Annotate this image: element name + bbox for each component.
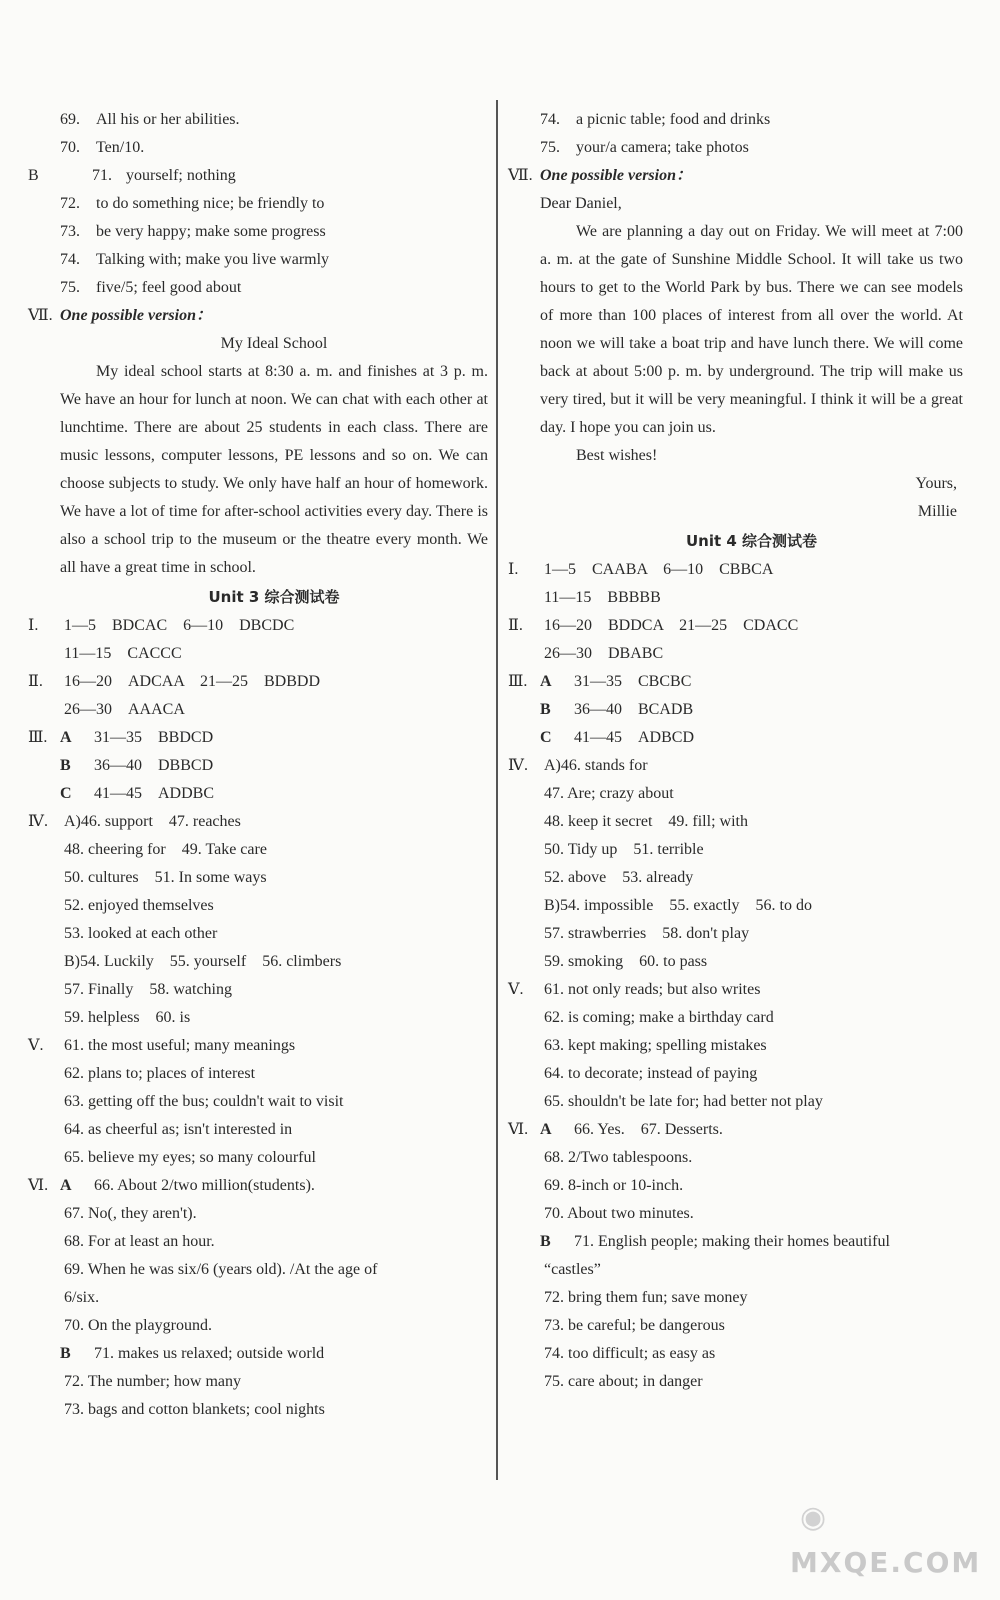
left-top-answers xyxy=(28,106,488,302)
answer-line xyxy=(28,1116,488,1144)
answer-line xyxy=(508,864,963,892)
unit-3-title: Unit 3 综合测试卷 xyxy=(208,588,340,606)
answer-line xyxy=(28,1228,488,1256)
salutation: Dear Daniel, xyxy=(540,195,622,212)
answer-line xyxy=(28,948,488,976)
signature-line-2: Millie xyxy=(917,503,957,520)
sub-label: B xyxy=(28,167,39,184)
sub-label: A xyxy=(60,1177,72,1194)
section-label: Ⅴ. xyxy=(508,981,524,998)
answer-line xyxy=(28,1088,488,1116)
answer-line xyxy=(28,668,488,696)
answer-text: 1—5 CAABA 6—10 CBBCA xyxy=(544,561,774,578)
essay-body xyxy=(28,358,488,582)
sub-label: C xyxy=(60,785,72,802)
answer-text: your/a camera; take photos xyxy=(576,139,749,156)
section-label: Ⅲ. xyxy=(28,729,48,746)
answer-line xyxy=(508,1144,963,1172)
answer-line xyxy=(28,246,488,274)
answer-line xyxy=(28,640,488,668)
letter-body xyxy=(508,218,963,442)
answer-text: 53. looked at each other xyxy=(64,925,218,942)
answer-line xyxy=(508,1368,963,1396)
answer-line xyxy=(508,1172,963,1200)
closing: Best wishes! xyxy=(576,447,658,464)
answer-text: 47. Are; crazy about xyxy=(544,785,674,802)
answer-line xyxy=(28,892,488,920)
answer-line xyxy=(508,948,963,976)
answer-number: 75. xyxy=(540,139,560,156)
answer-line xyxy=(28,724,488,752)
answer-text: 36—40 DBBCD xyxy=(94,757,214,774)
section-label: Ⅰ. xyxy=(28,617,39,634)
answer-line xyxy=(508,752,963,780)
answer-line xyxy=(28,106,488,134)
section-label: Ⅵ. xyxy=(508,1121,529,1138)
section-label: Ⅳ. xyxy=(28,813,48,830)
answer-line xyxy=(28,1144,488,1172)
answer-text: 50. cultures 51. In some ways xyxy=(64,869,267,886)
sub-label: B xyxy=(540,1233,551,1250)
answer-text: 36—40 BCADB xyxy=(574,701,694,718)
answer-text: 50. Tidy up 51. terrible xyxy=(544,841,704,858)
answer-text: 63. getting off the bus; couldn't wait to visit xyxy=(64,1093,344,1110)
answer-line xyxy=(28,1004,488,1032)
answer-line xyxy=(508,1060,963,1088)
answer-line xyxy=(28,1368,488,1396)
sub-label: A xyxy=(540,1121,552,1138)
answer-text: 52. enjoyed themselves xyxy=(64,897,214,914)
answer-number: 69. xyxy=(60,111,80,128)
answer-text: 64. as cheerful as; isn't interested in xyxy=(64,1121,293,1138)
column-divider xyxy=(496,100,498,1480)
answer-text: 16—20 BDDCA 21—25 CDACC xyxy=(544,617,799,634)
answer-line xyxy=(508,780,963,808)
answer-line xyxy=(508,1312,963,1340)
answer-line xyxy=(28,1172,488,1200)
answer-line xyxy=(508,1088,963,1116)
answer-line xyxy=(28,190,488,218)
answer-text: 71. makes us relaxed; outside world xyxy=(94,1345,325,1362)
answer-text: 67. No(, they aren't). xyxy=(64,1205,197,1222)
answer-line xyxy=(28,1340,488,1368)
section-7-header xyxy=(508,162,963,190)
answer-line xyxy=(28,1396,488,1424)
answer-text: 48. cheering for 49. Take care xyxy=(64,841,267,858)
answer-number: 73. xyxy=(60,223,80,240)
answer-line xyxy=(508,106,963,134)
section-label: Ⅵ. xyxy=(28,1177,49,1194)
answer-text: 1—5 BDCAC 6—10 DBCDC xyxy=(64,617,295,634)
answer-number: 70. xyxy=(60,139,80,156)
answer-line xyxy=(28,134,488,162)
answer-text: Talking with; make you live warmly xyxy=(96,251,330,268)
answer-line xyxy=(508,584,963,612)
section-label: Ⅱ. xyxy=(28,673,43,690)
answer-text: 66. Yes. 67. Desserts. xyxy=(574,1121,723,1138)
answer-text: a picnic table; food and drinks xyxy=(576,111,771,128)
answer-line xyxy=(508,640,963,668)
answer-text: 11—15 BBBBB xyxy=(544,589,661,606)
answer-text: 31—35 BBDCD xyxy=(94,729,214,746)
sub-label: B xyxy=(60,1345,71,1362)
section-label: Ⅴ. xyxy=(28,1037,44,1054)
answer-line xyxy=(508,1340,963,1368)
answer-line xyxy=(28,162,488,190)
answer-text: 68. 2/Two tablespoons. xyxy=(544,1149,693,1166)
answer-text: 41—45 ADBCD xyxy=(574,729,695,746)
answer-line xyxy=(28,1284,488,1312)
answer-line xyxy=(28,780,488,808)
answer-text: 11—15 CACCC xyxy=(64,645,182,662)
answer-text: A)46. stands for xyxy=(544,757,648,774)
answer-line xyxy=(508,1284,963,1312)
answer-text: 65. shouldn't be late for; had better not play xyxy=(544,1093,823,1110)
answer-line xyxy=(28,1200,488,1228)
version-heading: One possible version： xyxy=(60,307,213,324)
answer-text: 63. kept making; spelling mistakes xyxy=(544,1037,767,1054)
section-label: Ⅱ. xyxy=(508,617,523,634)
section-label: Ⅶ. xyxy=(28,307,53,324)
version-heading: One possible version： xyxy=(540,167,693,184)
answer-line xyxy=(508,1116,963,1144)
answer-line xyxy=(508,556,963,584)
answer-text: Ten/10. xyxy=(96,139,145,156)
sub-label: B xyxy=(540,701,551,718)
answer-number: 72. xyxy=(60,195,80,212)
answer-text: five/5; feel good about xyxy=(96,279,242,296)
answer-text: 73. bags and cotton blankets; cool nights xyxy=(64,1401,325,1418)
essay-paragraph: My ideal school starts at 8:30 a. m. and finishes at 3 p. m. We have an hour for lunch at noon. We can chat with each other at lunchtime. There are about 25 students in each class. There are music lessons, computer lessons, PE lessons and so on. We can choose subjects to study. We only have half an hour of homework. We have a lot of time for after-school activities every day. There is also a school trip to the museum or the theatre every month. We all have a great time in school. xyxy=(60,363,488,576)
section-label: Ⅰ. xyxy=(508,561,519,578)
answer-text: 75. care about; in danger xyxy=(544,1373,703,1390)
answer-line xyxy=(508,668,963,696)
answer-text: 70. About two minutes. xyxy=(544,1205,694,1222)
answer-line xyxy=(508,134,963,162)
answer-line xyxy=(508,976,963,1004)
answer-text: 59. smoking 60. to pass xyxy=(544,953,708,970)
answer-number: 74. xyxy=(540,111,560,128)
left-column xyxy=(28,106,488,1424)
answer-line xyxy=(28,864,488,892)
answer-text: 41—45 ADDBC xyxy=(94,785,215,802)
answer-text: 66. About 2/two million(students). xyxy=(94,1177,315,1194)
unit-4-answers xyxy=(508,556,963,1396)
answer-text: 70. On the playground. xyxy=(64,1317,212,1334)
answer-line xyxy=(508,1004,963,1032)
answer-text: 73. be careful; be dangerous xyxy=(544,1317,725,1334)
answer-line xyxy=(508,808,963,836)
right-top-answers xyxy=(508,106,963,162)
answer-line xyxy=(28,274,488,302)
answer-text: 68. For at least an hour. xyxy=(64,1233,215,1250)
answer-line xyxy=(28,1032,488,1060)
answer-text: 74. too difficult; as easy as xyxy=(544,1345,716,1362)
answer-text: 57. strawberries 58. don't play xyxy=(544,925,750,942)
answer-text: 64. to decorate; instead of paying xyxy=(544,1065,758,1082)
answer-text: 71. English people; making their homes beautiful xyxy=(574,1233,890,1250)
answer-text: 52. above 53. already xyxy=(544,869,694,886)
answer-text: All his or her abilities. xyxy=(96,111,240,128)
answer-text: 26—30 DBABC xyxy=(544,645,664,662)
answer-text: 6/six. xyxy=(64,1289,100,1306)
answer-text: 72. The number; how many xyxy=(64,1373,242,1390)
answer-text: 62. plans to; places of interest xyxy=(64,1065,256,1082)
answer-text: A)46. support 47. reaches xyxy=(64,813,241,830)
answer-text: 16—20 ADCAA 21—25 BDBDD xyxy=(64,673,321,690)
answer-line xyxy=(28,1312,488,1340)
unit-4-title: Unit 4 综合测试卷 xyxy=(685,532,818,550)
watermark-site: MXQE.COM xyxy=(790,1546,982,1579)
unit-3-answers xyxy=(28,612,488,1424)
answer-line xyxy=(508,920,963,948)
answer-text: 69. When he was six/6 (years old). /At the age of xyxy=(64,1261,378,1278)
answer-line xyxy=(28,836,488,864)
sub-label: A xyxy=(540,673,552,690)
answer-number: 74. xyxy=(60,251,80,268)
section-label: Ⅶ. xyxy=(508,167,533,184)
answer-line xyxy=(28,808,488,836)
answer-text: 69. 8-inch or 10-inch. xyxy=(544,1177,684,1194)
answer-text: 59. helpless 60. is xyxy=(64,1009,191,1026)
answer-line xyxy=(508,836,963,864)
answer-line xyxy=(28,976,488,1004)
answer-text: “castles” xyxy=(544,1261,601,1278)
answer-text: yourself; nothing xyxy=(126,167,236,184)
answer-text: 26—30 AAACA xyxy=(64,701,185,718)
answer-text: B)54. Luckily 55. yourself 56. climbers xyxy=(64,953,342,970)
section-label: Ⅲ. xyxy=(508,673,528,690)
answer-line xyxy=(28,1060,488,1088)
answer-line xyxy=(28,218,488,246)
answer-text: 61. not only reads; but also writes xyxy=(544,981,761,998)
answer-text: B)54. impossible 55. exactly 56. to do xyxy=(544,897,812,914)
answer-line xyxy=(508,1200,963,1228)
watermark-logo: ◉ xyxy=(800,1500,829,1535)
essay-title: My Ideal School xyxy=(220,335,328,352)
answer-text: 57. Finally 58. watching xyxy=(64,981,232,998)
answer-text: 72. bring them fun; save money xyxy=(544,1289,748,1306)
answer-text: 62. is coming; make a birthday card xyxy=(544,1009,774,1026)
sub-label: C xyxy=(540,729,552,746)
answer-line xyxy=(508,724,963,752)
answer-line xyxy=(508,612,963,640)
signature-line-1: Yours, xyxy=(915,475,957,492)
section-label: Ⅳ. xyxy=(508,757,528,774)
answer-line xyxy=(508,696,963,724)
answer-line xyxy=(28,752,488,780)
letter-paragraph: We are planning a day out on Friday. We will meet at 7:00 a. m. at the gate of Sunshine Middle School. It will take us two hours to get to the World Park by bus. There we can see models of more than 100 places of interest from all over the world. At noon we will take a boat trip and have lunch there. We will come back at about 5:00 p. m. by underground. The trip will make us very tired, but it will be very meaningful. I think it will be a great day. I hope you can join us. xyxy=(540,223,963,436)
sub-label: A xyxy=(60,729,72,746)
answer-text: 31—35 CBCBC xyxy=(574,673,692,690)
sub-label: B xyxy=(60,757,71,774)
answer-text: 61. the most useful; many meanings xyxy=(64,1037,296,1054)
answer-text: be very happy; make some progress xyxy=(96,223,326,240)
answer-line xyxy=(508,1256,963,1284)
right-column xyxy=(508,106,963,1396)
answer-line xyxy=(28,696,488,724)
answer-line xyxy=(28,920,488,948)
section-7-header xyxy=(28,302,488,330)
answer-text: 65. believe my eyes; so many colourful xyxy=(64,1149,316,1166)
answer-number: 71. xyxy=(92,167,112,184)
answer-text: 48. keep it secret 49. fill; with xyxy=(544,813,748,830)
answer-line xyxy=(508,892,963,920)
answer-line xyxy=(508,1032,963,1060)
answer-line xyxy=(508,1228,963,1256)
answer-text: to do something nice; be friendly to xyxy=(96,195,325,212)
answer-line xyxy=(28,612,488,640)
answer-number: 75. xyxy=(60,279,80,296)
answer-line xyxy=(28,1256,488,1284)
